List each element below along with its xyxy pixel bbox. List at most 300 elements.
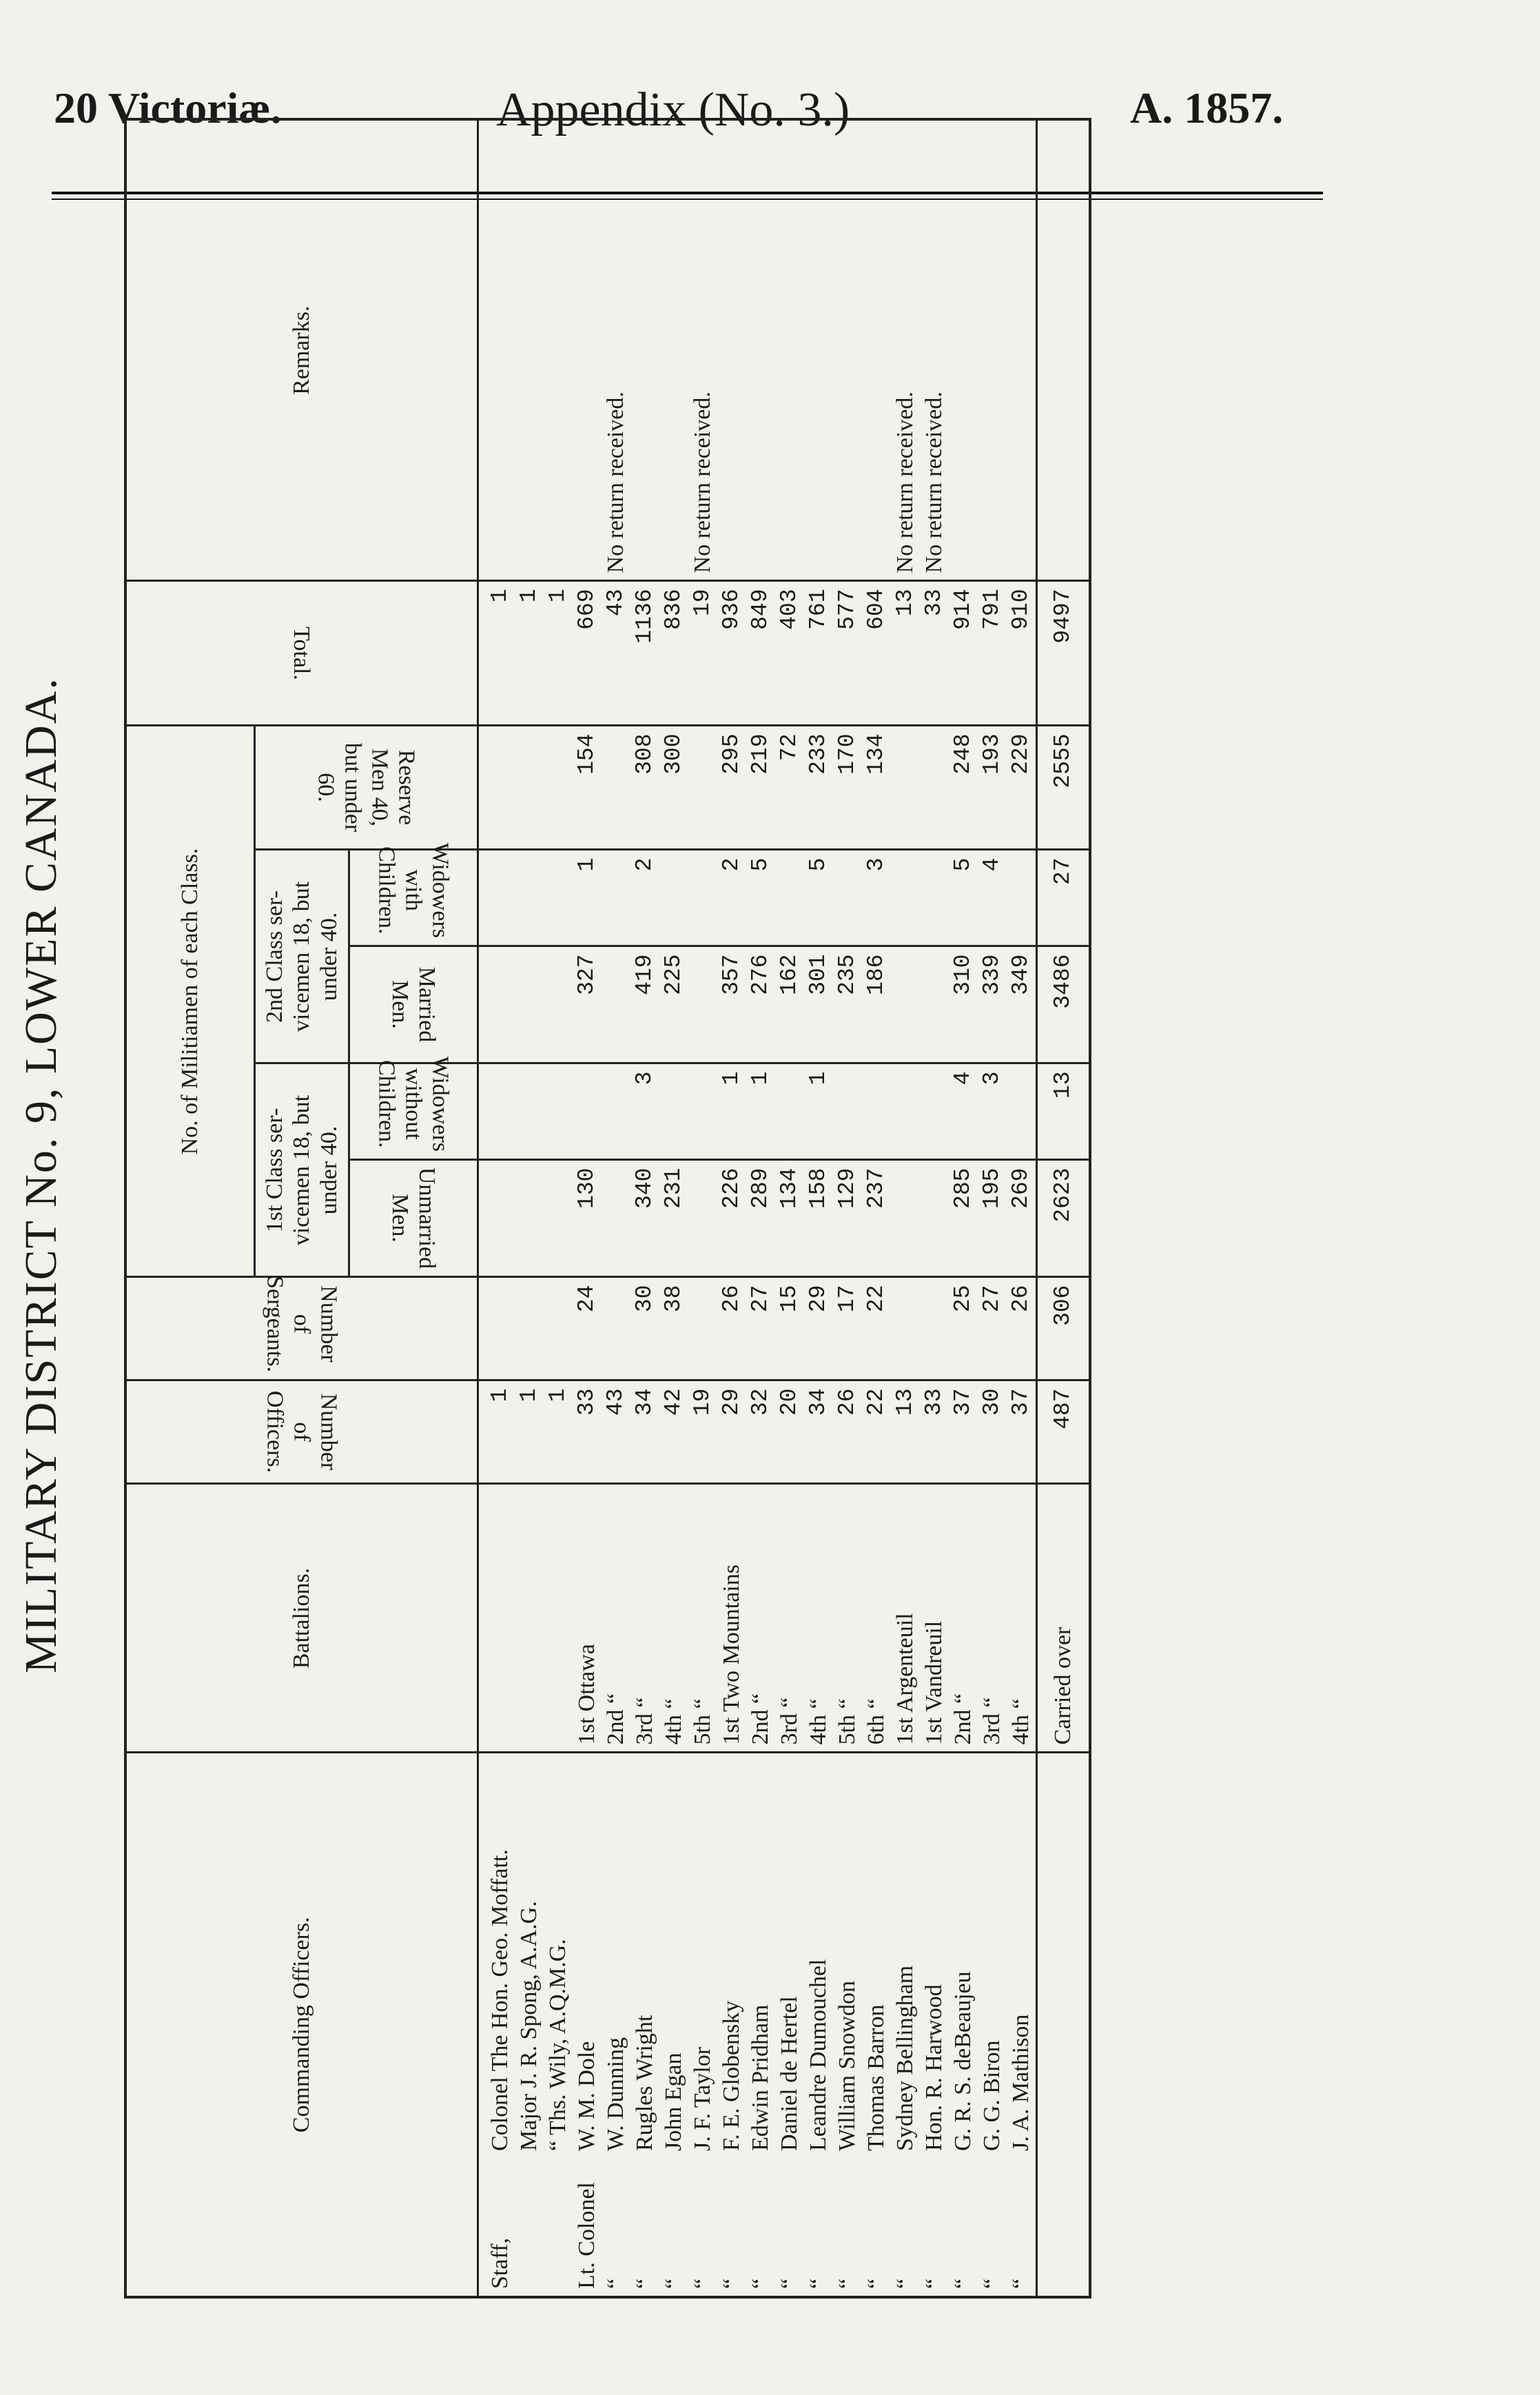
officer-name: John Egan	[661, 2052, 686, 2151]
widowers-with-cell	[1007, 850, 1037, 946]
page-title: MILITARY DISTRICT No. 9, LOWER CANADA.	[16, 677, 66, 1673]
officers-cell: 33	[573, 1380, 602, 1484]
officers-cell: 29	[717, 1380, 746, 1484]
col-header-battalions: Battalions.	[125, 1484, 478, 1753]
unmarried-cell: 269	[1007, 1160, 1037, 1277]
married-cell: 349	[1007, 946, 1037, 1063]
header-appendix: Appendix (No. 3.)	[496, 83, 850, 136]
married-cell	[478, 946, 515, 1063]
battalion-cell: 3rd “	[978, 1484, 1007, 1753]
married-cell	[602, 946, 630, 1063]
total-cell: 761	[804, 581, 833, 726]
unmarried-cell: 134	[775, 1160, 804, 1277]
totals-married: 3486	[1037, 946, 1091, 1063]
battalion-cell: 3rd “	[775, 1484, 804, 1753]
col-header-officers: Commanding Officers.	[125, 1753, 478, 2297]
unmarried-cell: 195	[978, 1160, 1007, 1277]
total-cell: 936	[717, 581, 746, 726]
reserve-cell	[891, 726, 920, 850]
widowers-with-cell	[659, 850, 688, 946]
widowers-with-cell: 5	[746, 850, 775, 946]
officers-cell: 37	[1007, 1380, 1037, 1484]
widowers-without-cell: 3	[978, 1063, 1007, 1160]
col-header-num-officers	[125, 1380, 478, 1484]
reserve-cell: 229	[1007, 726, 1037, 850]
widowers-with-cell: 5	[949, 850, 978, 946]
col-header-reserve-label: Reserve Men 40, but under 60.	[313, 743, 420, 833]
total-cell: 1	[478, 581, 515, 726]
sergeants-cell	[891, 1277, 920, 1380]
officers-cell: 37	[949, 1380, 978, 1484]
officer-cell	[891, 1753, 920, 2297]
battalion-cell	[515, 1484, 544, 1753]
officer-cell	[862, 1753, 891, 2297]
totals-unmarried: 2623	[1037, 1160, 1091, 1277]
battalion-cell: 2nd “	[746, 1484, 775, 1753]
unmarried-cell: 237	[862, 1160, 891, 1277]
officers-cell: 22	[862, 1380, 891, 1484]
officers-cell: 34	[630, 1380, 659, 1484]
married-cell: 357	[717, 946, 746, 1063]
married-cell: 327	[573, 946, 602, 1063]
married-cell: 186	[862, 946, 891, 1063]
officer-name: W. M. Dole	[574, 2041, 599, 2151]
rank-prefix: “	[921, 2278, 947, 2289]
officers-cell: 13	[891, 1380, 920, 1484]
table-row	[891, 119, 920, 2297]
officers-cell: 20	[775, 1380, 804, 1484]
rank-prefix: Staff,	[487, 2238, 513, 2289]
widowers-with-cell	[544, 850, 573, 946]
widowers-without-cell: 1	[746, 1063, 775, 1160]
col-header-married-label: Married Men.	[387, 967, 440, 1043]
unmarried-cell: 231	[659, 1160, 688, 1277]
rank-prefix: “	[950, 2278, 976, 2289]
remarks-cell	[862, 119, 891, 581]
table-row	[544, 119, 573, 2297]
total-cell: 836	[659, 581, 688, 726]
battalion-cell: 2nd “	[602, 1484, 630, 1753]
battalion-cell: 4th “	[804, 1484, 833, 1753]
officer-name: F. E. Globensky	[719, 2000, 744, 2151]
remarks-cell	[717, 119, 746, 581]
officer-cell	[573, 1753, 602, 2297]
widowers-with-cell	[833, 850, 862, 946]
total-cell: 604	[862, 581, 891, 726]
widowers-with-cell: 4	[978, 850, 1007, 946]
sergeants-cell: 25	[949, 1277, 978, 1380]
total-cell: 403	[775, 581, 804, 726]
header-year: A. 1857.	[1130, 83, 1284, 132]
totals-widowers-with: 27	[1037, 850, 1091, 946]
officer-name: G. G. Biron	[979, 2040, 1005, 2151]
battalion-cell: 2nd “	[949, 1484, 978, 1753]
widowers-with-cell: 2	[717, 850, 746, 946]
unmarried-cell	[891, 1160, 920, 1277]
col-header-widowers-without	[349, 1057, 478, 1160]
battalion-cell	[544, 1484, 573, 1753]
officer-name: Colonel The Hon. Geo. Moffatt.	[487, 1849, 513, 2151]
header-session: 20 Victoriæ.	[54, 83, 282, 132]
remarks-cell: No return received.	[891, 119, 920, 581]
col-header-widowers-with-label: Widowers with Children.	[373, 843, 453, 939]
battalion-cell: 1st Argenteuil	[891, 1484, 920, 1753]
married-cell	[544, 946, 573, 1063]
rank-prefix: Lt. Colonel	[574, 2182, 599, 2289]
officer-cell	[602, 1753, 630, 2297]
sergeants-cell: 22	[862, 1277, 891, 1380]
officer-name: William Snowdon	[834, 1980, 860, 2151]
married-cell: 301	[804, 946, 833, 1063]
rank-prefix: “	[748, 2278, 773, 2289]
rank-prefix: “	[777, 2278, 802, 2289]
unmarried-cell: 130	[573, 1160, 602, 1277]
rank-prefix: “	[719, 2278, 744, 2289]
widowers-with-cell: 2	[630, 850, 659, 946]
reserve-cell: 308	[630, 726, 659, 850]
unmarried-cell: 340	[630, 1160, 659, 1277]
officer-cell	[630, 1753, 659, 2297]
reserve-cell: 193	[978, 726, 1007, 850]
rank-prefix: “	[603, 2278, 628, 2289]
sergeants-cell: 24	[573, 1277, 602, 1380]
married-cell: 310	[949, 946, 978, 1063]
unmarried-cell: 226	[717, 1160, 746, 1277]
totals-widowers-without: 13	[1037, 1063, 1091, 1160]
col-header-second-class: 2nd Class ser- vicemen 18, but under 40.	[255, 850, 349, 1063]
rank-prefix: “	[1008, 2278, 1034, 2289]
totals-reserve: 2555	[1037, 726, 1091, 850]
officers-cell: 43	[602, 1380, 630, 1484]
col-header-militiamen: No. of Militiamen of each Class.	[125, 726, 255, 1277]
widowers-without-cell	[602, 1063, 630, 1160]
battalion-cell: 4th “	[1007, 1484, 1037, 1753]
rank-prefix: “	[863, 2278, 889, 2289]
rank-prefix: “	[834, 2278, 860, 2289]
total-cell: 791	[978, 581, 1007, 726]
widowers-with-cell: 1	[573, 850, 602, 946]
officer-name: Leandre Dumouchel	[805, 1959, 831, 2151]
widowers-without-cell	[659, 1063, 688, 1160]
widowers-with-cell	[891, 850, 920, 946]
married-cell: 162	[775, 946, 804, 1063]
total-cell: 19	[688, 581, 717, 726]
unmarried-cell: 289	[746, 1160, 775, 1277]
total-cell: 577	[833, 581, 862, 726]
reserve-cell: 300	[659, 726, 688, 850]
officers-cell: 1	[544, 1380, 573, 1484]
rank-prefix: “	[892, 2278, 918, 2289]
table-row	[478, 119, 515, 2297]
married-cell: 339	[978, 946, 1007, 1063]
total-cell: 669	[573, 581, 602, 726]
officers-cell: 30	[978, 1380, 1007, 1484]
officer-name: Daniel de Hertel	[777, 1996, 802, 2151]
rotated-table-page	[0, 10, 1378, 2340]
totals-row	[1037, 119, 1091, 2297]
officers-cell: 1	[515, 1380, 544, 1484]
total-cell: 13	[891, 581, 920, 726]
reserve-cell: 154	[573, 726, 602, 850]
battalion-cell: 4th “	[659, 1484, 688, 1753]
battalion-cell: 1st Vandreuil	[920, 1484, 949, 1753]
col-header-num-officers-label: Number of Officers.	[262, 1391, 342, 1474]
rank-prefix: “	[661, 2278, 686, 2289]
widowers-without-cell	[573, 1063, 602, 1160]
remarks-cell	[775, 119, 804, 581]
widowers-with-cell: 5	[804, 850, 833, 946]
battalion-cell: 1st Ottawa	[573, 1484, 602, 1753]
married-cell: 276	[746, 946, 775, 1063]
sergeants-cell: 27	[746, 1277, 775, 1380]
officer-cell	[478, 1753, 515, 2297]
rank-prefix: “	[979, 2278, 1005, 2289]
table-row	[515, 119, 544, 2297]
battalion-cell	[478, 1484, 515, 1753]
officers-cell: 34	[804, 1380, 833, 1484]
widowers-without-cell	[478, 1063, 515, 1160]
table-row	[746, 119, 775, 2297]
officers-cell: 42	[659, 1380, 688, 1484]
officer-cell	[1007, 1753, 1037, 2297]
table-row	[717, 119, 746, 2297]
sergeants-cell: 38	[659, 1277, 688, 1380]
table-row	[688, 119, 717, 2297]
col-header-total	[125, 581, 478, 726]
total-cell: 43	[602, 581, 630, 726]
table-row	[630, 119, 659, 2297]
married-cell	[891, 946, 920, 1063]
married-cell: 235	[833, 946, 862, 1063]
col-header-reserve	[255, 726, 478, 850]
table-body	[478, 119, 1037, 2297]
unmarried-cell	[688, 1160, 717, 1277]
col-header-unmarried-label: Unmarried Men.	[387, 1168, 440, 1270]
widowers-without-cell: 1	[804, 1063, 833, 1160]
remarks-cell	[659, 119, 688, 581]
total-cell: 849	[746, 581, 775, 726]
remarks-cell	[746, 119, 775, 581]
officer-name: J. F. Taylor	[690, 2046, 715, 2151]
table-row	[920, 119, 949, 2297]
sergeants-cell: 15	[775, 1277, 804, 1380]
married-cell: 225	[659, 946, 688, 1063]
sergeants-cell	[544, 1277, 573, 1380]
unmarried-cell	[515, 1160, 544, 1277]
widowers-without-cell	[833, 1063, 862, 1160]
officer-name: W. Dunning	[603, 2037, 628, 2151]
officers-cell: 26	[833, 1380, 862, 1484]
battalion-cell: 5th “	[688, 1484, 717, 1753]
officer-cell	[659, 1753, 688, 2297]
married-cell	[688, 946, 717, 1063]
sergeants-cell	[920, 1277, 949, 1380]
officer-cell	[717, 1753, 746, 2297]
sergeants-cell: 30	[630, 1277, 659, 1380]
reserve-cell: 72	[775, 726, 804, 850]
reserve-cell: 248	[949, 726, 978, 850]
total-cell: 914	[949, 581, 978, 726]
remarks-cell	[1007, 119, 1037, 581]
officer-cell	[949, 1753, 978, 2297]
table-row	[978, 119, 1007, 2297]
total-cell: 33	[920, 581, 949, 726]
sergeants-cell	[602, 1277, 630, 1380]
sergeants-cell	[688, 1277, 717, 1380]
reserve-cell: 170	[833, 726, 862, 850]
col-header-num-sergeants-label: Number of Sergeants.	[262, 1276, 342, 1373]
totals-officers: 487	[1037, 1380, 1091, 1484]
totals-label: Carried over	[1037, 1484, 1091, 1753]
officer-cell	[833, 1753, 862, 2297]
officers-cell: 1	[478, 1380, 515, 1484]
reserve-cell	[478, 726, 515, 850]
reserve-cell	[544, 726, 573, 850]
widowers-without-cell	[775, 1063, 804, 1160]
sergeants-cell: 26	[717, 1277, 746, 1380]
reserve-cell: 295	[717, 726, 746, 850]
widowers-without-cell: 4	[949, 1063, 978, 1160]
widowers-without-cell	[862, 1063, 891, 1160]
widowers-without-cell	[1007, 1063, 1037, 1160]
unmarried-cell	[478, 1160, 515, 1277]
table-row	[775, 119, 804, 2297]
sergeants-cell: 26	[1007, 1277, 1037, 1380]
reserve-cell	[920, 726, 949, 850]
col-header-first-class: 1st Class ser- vicemen 18, but under 40.	[255, 1063, 349, 1277]
sergeants-cell: 29	[804, 1277, 833, 1380]
rank-prefix: “	[805, 2278, 831, 2289]
widowers-without-cell: 3	[630, 1063, 659, 1160]
remarks-cell	[515, 119, 544, 581]
col-header-remarks: Remarks.	[125, 119, 478, 581]
widowers-with-cell	[920, 850, 949, 946]
unmarried-cell: 129	[833, 1160, 862, 1277]
table-row	[602, 119, 630, 2297]
battalion-cell: 1st Two Mountains	[717, 1484, 746, 1753]
sergeants-cell	[478, 1277, 515, 1380]
officer-name: J. A. Mathison	[1008, 2014, 1034, 2151]
unmarried-cell: 158	[804, 1160, 833, 1277]
col-header-widowers-without-label: Widowers without Children.	[373, 1057, 453, 1152]
remarks-cell	[573, 119, 602, 581]
reserve-cell: 134	[862, 726, 891, 850]
widowers-without-cell	[515, 1063, 544, 1160]
remarks-cell	[978, 119, 1007, 581]
officer-cell	[515, 1753, 544, 2297]
widowers-with-cell	[478, 850, 515, 946]
total-cell: 1	[544, 581, 573, 726]
unmarried-cell	[602, 1160, 630, 1277]
officer-name: Edwin Pridham	[748, 2004, 773, 2151]
total-cell: 1	[515, 581, 544, 726]
battalion-cell: 3rd “	[630, 1484, 659, 1753]
table-row	[573, 119, 602, 2297]
table-row	[1007, 119, 1037, 2297]
widowers-without-cell: 1	[717, 1063, 746, 1160]
officer-name: Sydney Bellingham	[892, 1965, 918, 2151]
rank-prefix: “	[632, 2278, 657, 2289]
unmarried-cell	[920, 1160, 949, 1277]
unmarried-cell: 285	[949, 1160, 978, 1277]
officer-name: “ Ths. Wily, A.Q.M.G.	[545, 1939, 571, 2151]
officer-cell	[804, 1753, 833, 2297]
widowers-without-cell	[688, 1063, 717, 1160]
reserve-cell: 219	[746, 726, 775, 850]
remarks-cell: No return received.	[602, 119, 630, 581]
sergeants-cell: 27	[978, 1277, 1007, 1380]
widowers-with-cell	[602, 850, 630, 946]
reserve-cell	[602, 726, 630, 850]
officer-name: Hon. R. Harwood	[921, 1984, 947, 2151]
col-header-married	[349, 946, 478, 1063]
officer-name: G. R. S. deBeaujeu	[950, 1971, 976, 2151]
col-header-num-sergeants	[125, 1277, 478, 1380]
officer-name: Rugles Wright	[632, 2015, 657, 2151]
officers-cell: 33	[920, 1380, 949, 1484]
total-cell: 1136	[630, 581, 659, 726]
widowers-with-cell	[515, 850, 544, 946]
battalion-cell: 5th “	[833, 1484, 862, 1753]
col-header-unmarried	[349, 1160, 478, 1277]
reserve-cell	[688, 726, 717, 850]
remarks-cell	[630, 119, 659, 581]
sergeants-cell	[515, 1277, 544, 1380]
table-row	[659, 119, 688, 2297]
totals-remarks-cell	[1037, 119, 1091, 581]
remarks-cell: No return received.	[688, 119, 717, 581]
rank-prefix: “	[690, 2278, 715, 2289]
officer-cell	[544, 1753, 573, 2297]
col-header-widowers-with	[349, 843, 478, 946]
widowers-with-cell	[688, 850, 717, 946]
col-header-total-label: Total.	[289, 626, 315, 680]
table-row	[804, 119, 833, 2297]
table-row	[833, 119, 862, 2297]
remarks-cell	[804, 119, 833, 581]
officer-cell	[775, 1753, 804, 2297]
total-cell: 910	[1007, 581, 1037, 726]
reserve-cell	[515, 726, 544, 850]
remarks-cell	[949, 119, 978, 581]
totals-sergeants: 306	[1037, 1277, 1091, 1380]
officers-cell: 32	[746, 1380, 775, 1484]
totals-total: 9497	[1037, 581, 1091, 726]
officer-name: Major J. R. Spong, A.A.G.	[516, 1901, 542, 2151]
militia-return-table	[124, 118, 1091, 2299]
battalion-cell: 6th “	[862, 1484, 891, 1753]
table-row	[949, 119, 978, 2297]
married-cell	[515, 946, 544, 1063]
widowers-with-cell: 3	[862, 850, 891, 946]
widowers-with-cell	[775, 850, 804, 946]
table-row	[862, 119, 891, 2297]
widowers-without-cell	[920, 1063, 949, 1160]
officer-cell	[978, 1753, 1007, 2297]
totals-officer-cell	[1037, 1753, 1091, 2297]
remarks-cell: No return received.	[920, 119, 949, 581]
remarks-cell	[833, 119, 862, 581]
officer-cell	[688, 1753, 717, 2297]
unmarried-cell	[544, 1160, 573, 1277]
officer-cell	[746, 1753, 775, 2297]
widowers-without-cell	[544, 1063, 573, 1160]
married-cell	[920, 946, 949, 1063]
widowers-without-cell	[891, 1063, 920, 1160]
officers-cell: 19	[688, 1380, 717, 1484]
officer-name: Thomas Barron	[863, 2004, 889, 2151]
remarks-cell	[544, 119, 573, 581]
